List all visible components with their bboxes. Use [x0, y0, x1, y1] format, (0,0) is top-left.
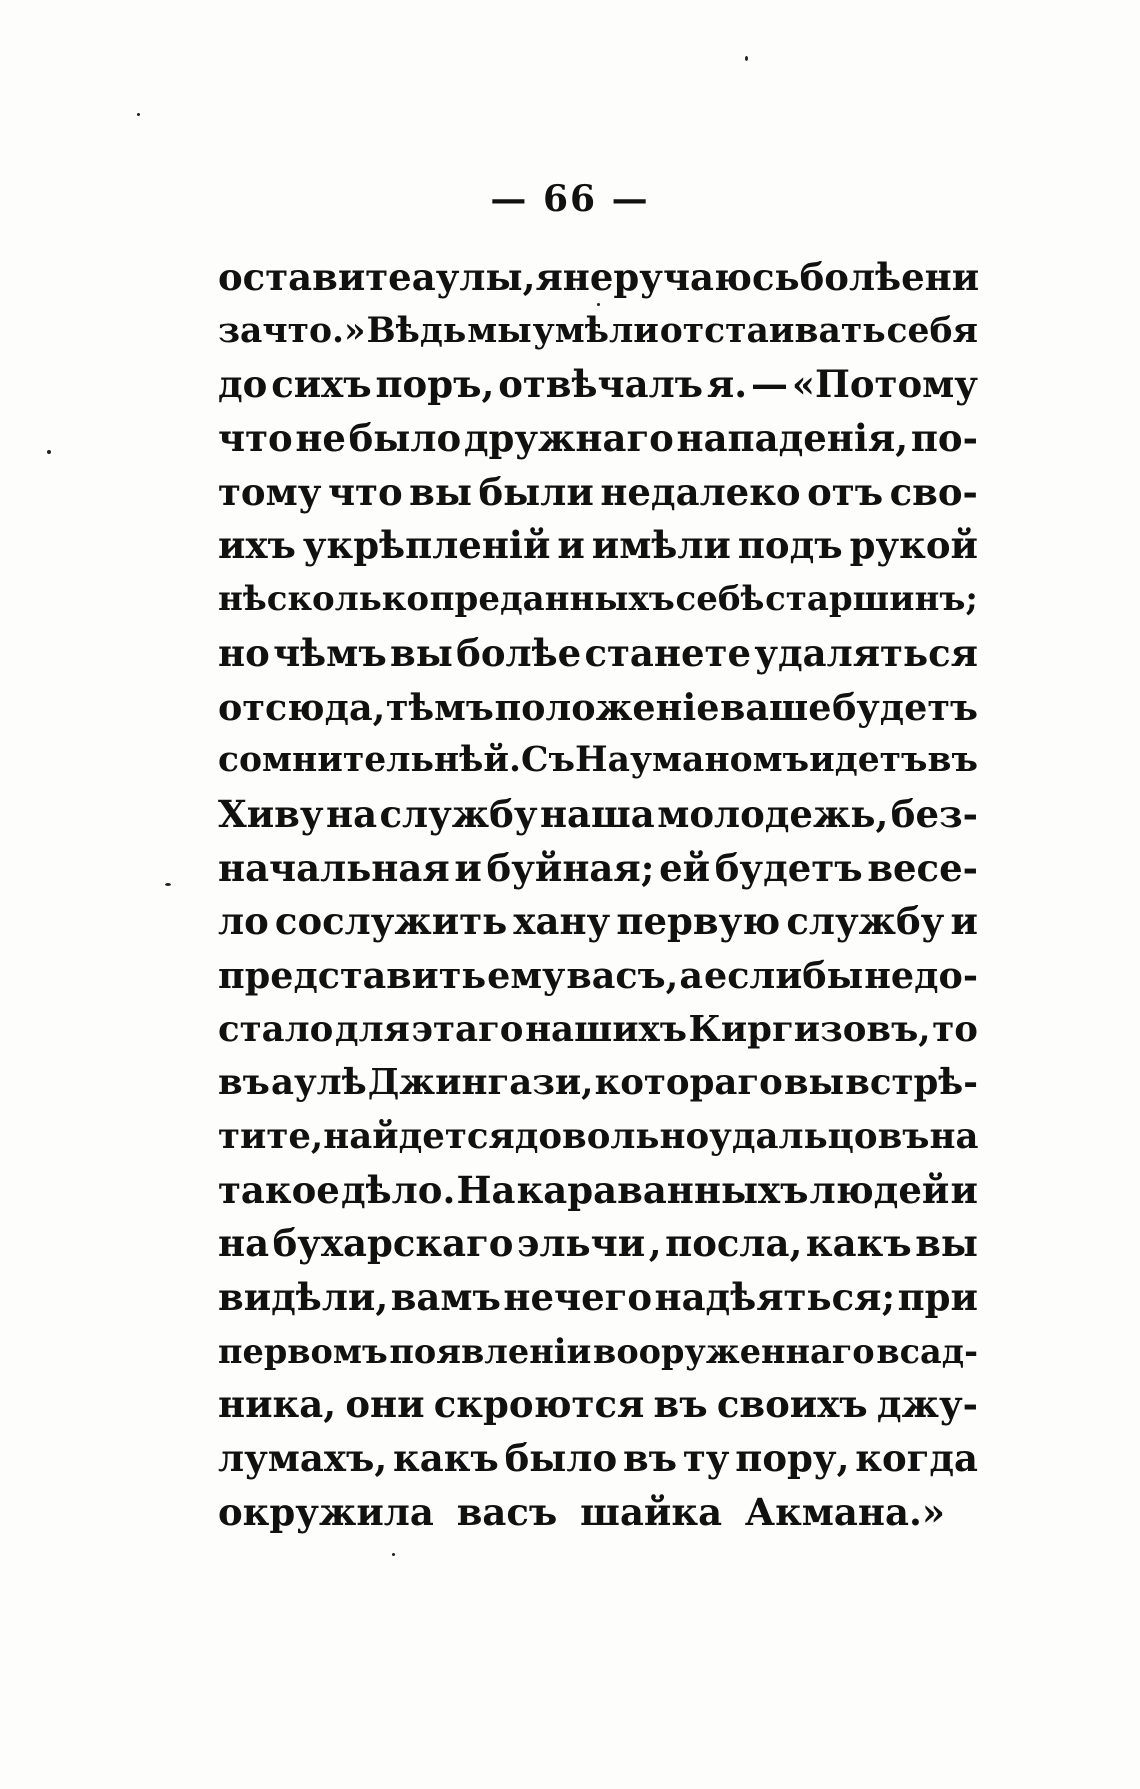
word: при — [897, 1275, 978, 1320]
word: на — [218, 1221, 270, 1266]
word: въ — [218, 1062, 270, 1104]
word: преданныхъ — [429, 579, 675, 620]
word: хану — [513, 899, 611, 944]
word: себѣ — [675, 579, 765, 620]
word: ту — [682, 1436, 730, 1481]
word: было — [504, 1436, 618, 1481]
word: ей — [659, 845, 711, 890]
word: поръ, — [375, 362, 495, 407]
word: тѣмъ — [385, 685, 494, 729]
word: Хиву — [218, 791, 324, 836]
text-line — [218, 251, 978, 305]
word: будетъ — [714, 845, 863, 890]
word: стало — [218, 1008, 334, 1050]
word: пору, — [735, 1436, 850, 1481]
word: службу — [786, 899, 945, 944]
word: нѣсколько — [218, 579, 430, 620]
word: Съ — [521, 740, 575, 781]
word: и — [557, 523, 585, 568]
word: весе- — [867, 845, 978, 890]
word: недалеко — [600, 469, 801, 514]
word: въ — [622, 1436, 678, 1481]
word: караванныхъ — [516, 1167, 809, 1212]
word: на — [325, 791, 378, 836]
word: своихъ — [716, 1382, 868, 1427]
word: укрѣпленій — [302, 523, 551, 568]
word: — — [750, 362, 788, 407]
word: отстаивать — [659, 310, 886, 351]
word: оставите — [218, 255, 412, 299]
word: мы — [467, 310, 532, 351]
word: бухарскаго — [272, 1221, 514, 1266]
word: и — [454, 845, 482, 890]
word: начальная — [218, 845, 450, 890]
text-line — [218, 627, 978, 681]
word: службу — [379, 791, 538, 836]
word: такое — [218, 1167, 340, 1212]
word: вы — [915, 1221, 978, 1266]
text-line — [218, 1003, 978, 1057]
word: а — [679, 953, 704, 997]
word: неручаюсь — [562, 255, 800, 299]
word: встрѣ- — [845, 1062, 978, 1104]
word: я — [535, 255, 563, 299]
word: наша — [539, 791, 655, 836]
text-line — [218, 788, 978, 842]
scan-speck — [745, 56, 748, 61]
word: я. — [706, 362, 748, 407]
word: вы — [390, 630, 453, 675]
word: какъ — [805, 1221, 912, 1266]
text-line — [218, 1110, 978, 1164]
word: довольно — [514, 1116, 710, 1157]
word: котораго — [594, 1062, 783, 1104]
word: въ — [653, 1382, 708, 1427]
word: подъ — [737, 523, 843, 568]
word: тому — [218, 469, 322, 514]
text-line — [218, 1325, 978, 1379]
word: сихъ — [271, 362, 372, 407]
word: удальцовъ — [709, 1116, 930, 1157]
word: по- — [910, 416, 978, 461]
word: идетъ — [809, 740, 928, 781]
word: посла, — [665, 1221, 803, 1266]
word: дружнаго — [463, 416, 674, 461]
word: видѣли, — [218, 1275, 389, 1320]
word: отъ — [807, 469, 884, 514]
word: были — [478, 469, 594, 514]
word: Джингази, — [367, 1062, 594, 1104]
word: когда — [855, 1436, 978, 1481]
word: , — [648, 1221, 662, 1266]
text-line — [218, 466, 978, 520]
word: въ — [927, 740, 978, 781]
word: буйная; — [486, 845, 655, 890]
word: скроются — [433, 1382, 645, 1427]
text-line: окружила васъ шайка Акмана.» — [218, 1489, 945, 1534]
word: и — [950, 1167, 978, 1212]
word: то — [932, 1008, 978, 1050]
word: но — [218, 630, 270, 675]
word: отсюда, — [218, 685, 386, 729]
word: вы — [409, 469, 472, 514]
word: Вѣдь — [366, 310, 467, 351]
text-line — [218, 734, 978, 788]
text-line — [218, 1056, 978, 1110]
word: вы — [783, 1062, 845, 1104]
word: «Потому — [791, 362, 978, 407]
word: аулы, — [411, 255, 536, 299]
word: эльчи — [516, 1221, 646, 1266]
word: имѣли — [591, 523, 731, 568]
word: ника, — [218, 1382, 337, 1427]
word: васъ, — [566, 953, 679, 997]
word: зачто.» — [218, 310, 366, 351]
word: людей — [809, 1167, 950, 1212]
word: до — [218, 362, 268, 407]
word: и — [950, 899, 978, 944]
word: удаляться — [754, 630, 978, 675]
word: станете — [584, 630, 751, 675]
text-line — [218, 573, 978, 627]
word: первую — [616, 899, 781, 944]
text-line — [218, 1378, 978, 1432]
scan-speck — [597, 303, 600, 306]
word: ихъ — [218, 523, 296, 568]
word: без- — [890, 791, 978, 836]
text-line — [218, 358, 978, 412]
word: Науманомъ — [575, 740, 810, 781]
word: этаго — [411, 1008, 524, 1050]
word: молодежь, — [657, 791, 889, 836]
word: Киргизовъ, — [688, 1008, 931, 1050]
page-number: — 66 — — [490, 178, 650, 220]
word: чѣмъ — [273, 630, 387, 675]
word: ему — [487, 953, 566, 997]
word: ло — [218, 899, 269, 944]
text-line — [218, 1217, 978, 1271]
word: На — [456, 1167, 516, 1212]
text-line — [218, 1432, 978, 1486]
word: сослужить — [274, 899, 508, 944]
text-line — [218, 305, 978, 359]
text-line — [218, 412, 978, 466]
word: они — [345, 1382, 425, 1427]
word: недо- — [864, 953, 978, 997]
word: нападенія, — [676, 416, 909, 461]
text-line — [218, 895, 978, 949]
word: всад- — [876, 1331, 978, 1371]
word: аулѣ — [270, 1062, 367, 1104]
scan-speck — [137, 113, 140, 116]
word: сомнительнѣй. — [218, 740, 522, 781]
text-line — [218, 681, 978, 735]
word: нечего — [503, 1275, 653, 1320]
word: дѣло. — [341, 1167, 456, 1212]
word: что — [218, 416, 293, 461]
text-line — [218, 1164, 978, 1218]
word: было — [348, 416, 462, 461]
word: старшинъ; — [765, 579, 978, 620]
word: что — [327, 469, 403, 514]
word: появленіи — [389, 1331, 592, 1371]
word: себя — [886, 310, 978, 351]
word: вооруженнаго — [593, 1331, 875, 1371]
word: будетъ — [832, 685, 978, 729]
body-text — [218, 251, 978, 1540]
text-line — [218, 519, 978, 573]
word: нашихъ — [525, 1008, 687, 1050]
word: не — [295, 416, 346, 461]
word: для — [334, 1008, 410, 1050]
word: болѣе — [799, 255, 925, 299]
scan-speck — [165, 883, 171, 886]
text-line — [218, 842, 978, 896]
word: джу- — [876, 1382, 978, 1427]
word: умѣли — [532, 310, 659, 351]
word: положеніе — [494, 685, 720, 729]
word: найдется — [323, 1116, 515, 1157]
scan-speck — [47, 450, 51, 454]
word: вамъ — [390, 1275, 501, 1320]
word: лумахъ, — [218, 1436, 388, 1481]
scan-speck — [392, 1553, 395, 1556]
text-line — [218, 1271, 978, 1325]
word: сво- — [889, 469, 978, 514]
word: первомъ — [218, 1331, 388, 1371]
word: болѣе — [456, 630, 582, 675]
word: надѣяться; — [654, 1275, 896, 1320]
word: ваше — [720, 685, 832, 729]
text-line — [218, 949, 978, 1003]
word: рукой — [849, 523, 978, 568]
word: ни — [924, 255, 980, 299]
word: какъ — [393, 1436, 499, 1481]
word: на — [929, 1116, 979, 1157]
word: тите, — [218, 1116, 324, 1157]
word: еслибы — [704, 953, 864, 997]
word: представить — [218, 953, 487, 997]
word: отвѣчалъ — [498, 362, 704, 407]
